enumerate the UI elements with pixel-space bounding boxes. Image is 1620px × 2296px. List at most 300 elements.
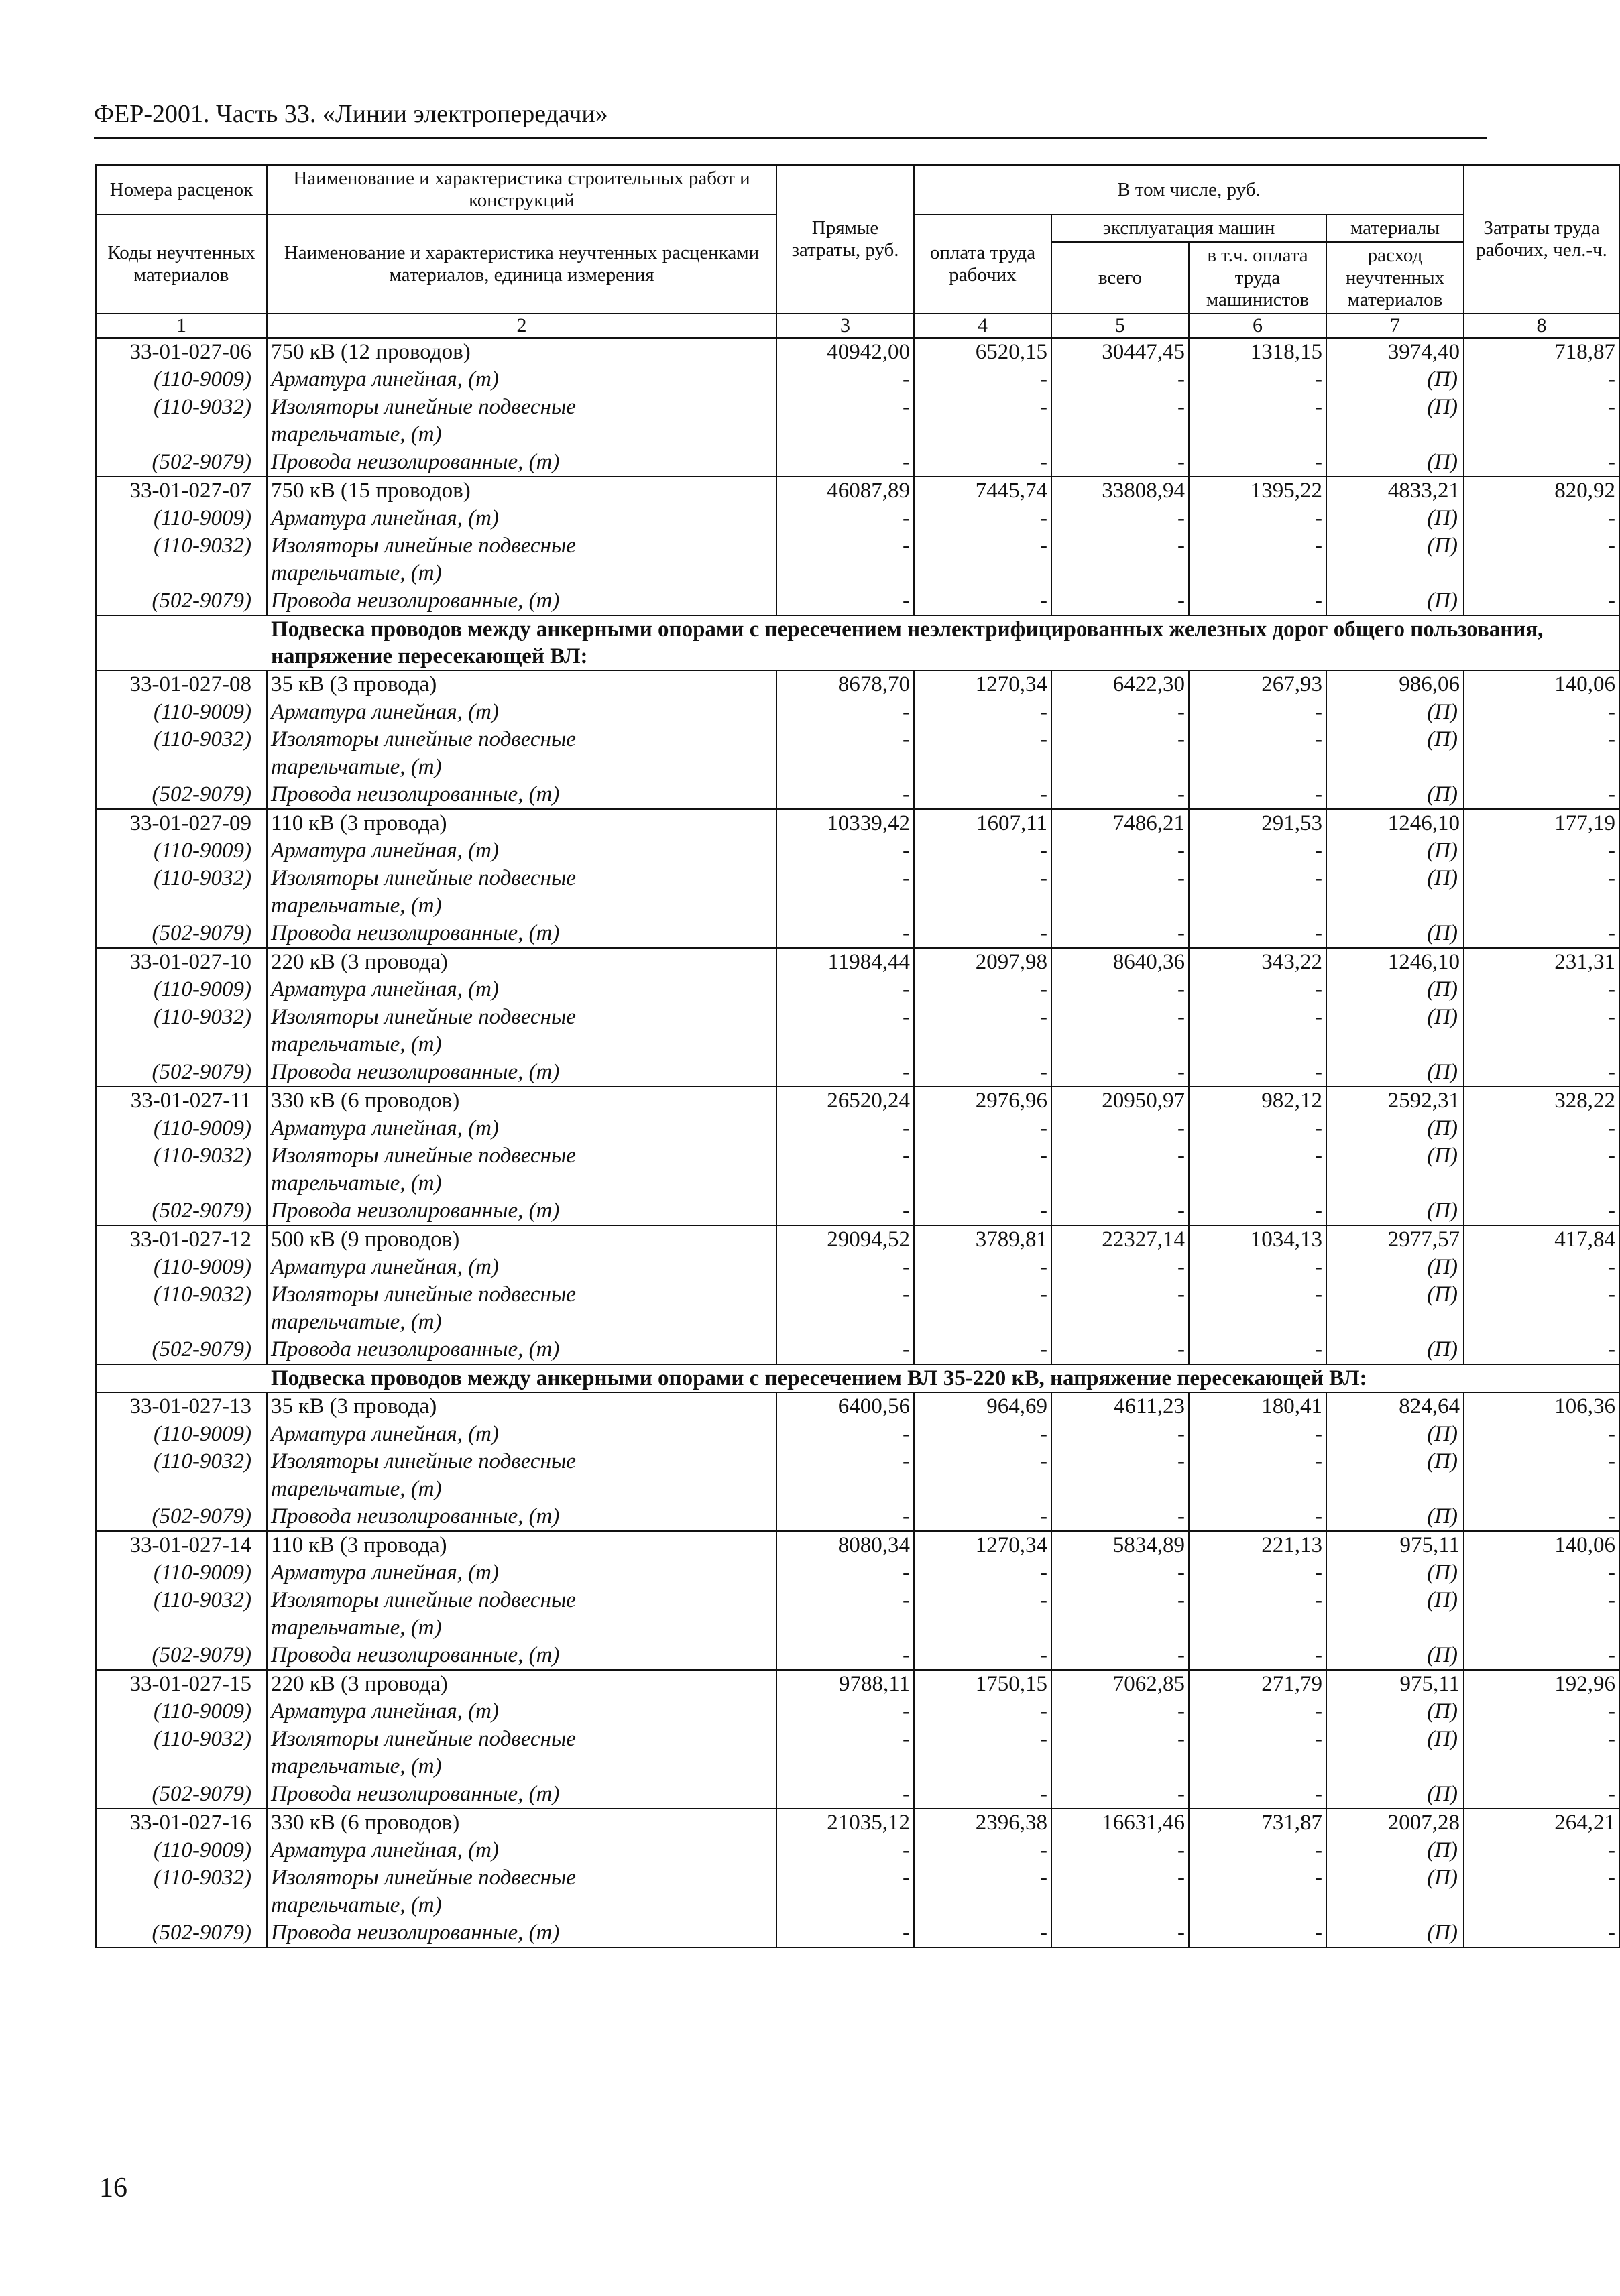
materials-cell: 975,11 (1326, 1531, 1464, 1559)
empty-cell (1189, 560, 1326, 587)
material-name: Арматура линейная, (т) (267, 699, 776, 726)
material-p-mark: (П) (1326, 1421, 1464, 1448)
empty-cell (1464, 1614, 1619, 1642)
empty-cell (1326, 753, 1464, 781)
rate-name: 110 кВ (3 провода) (267, 809, 776, 837)
empty-cell (914, 753, 1051, 781)
material-name: Изоляторы линейные подвесные (267, 394, 776, 421)
empty-cell (1051, 1614, 1189, 1642)
dash-cell: - (776, 505, 914, 532)
dash-cell: - (1189, 1059, 1326, 1087)
material-code: (110-9032) (96, 1448, 267, 1475)
dash-cell: - (1051, 1197, 1189, 1225)
empty-cell (1051, 892, 1189, 920)
dash-cell: - (1464, 1726, 1619, 1753)
material-code (96, 1753, 267, 1780)
dash-cell: - (1189, 1004, 1326, 1031)
material-name: Провода неизолированные, (т) (267, 448, 776, 477)
labor-pay-cell: 964,69 (914, 1392, 1051, 1421)
header-machines-total: всего (1051, 242, 1189, 314)
material-row (96, 1197, 1619, 1225)
material-code: (110-9032) (96, 1726, 267, 1753)
materials-cell: 975,11 (1326, 1670, 1464, 1698)
empty-cell (776, 892, 914, 920)
material-code (96, 421, 267, 448)
empty-cell (1326, 1475, 1464, 1503)
table-header (96, 165, 1619, 338)
header-including: В том числе, руб. (914, 165, 1464, 215)
dash-cell: - (1051, 1837, 1189, 1864)
col-number: 2 (267, 314, 776, 338)
material-row (96, 1448, 1619, 1475)
material-code: (502-9079) (96, 781, 267, 809)
dash-cell: - (776, 532, 914, 560)
material-code: (502-9079) (96, 1919, 267, 1947)
material-name: Провода неизолированные, (т) (267, 920, 776, 948)
material-p-mark: (П) (1326, 1281, 1464, 1309)
dash-cell: - (1051, 1698, 1189, 1726)
material-row-continued (96, 1475, 1619, 1503)
labor-hours-cell: 177,19 (1464, 809, 1619, 837)
dash-cell: - (776, 1115, 914, 1142)
material-row (96, 505, 1619, 532)
material-name: Провода неизолированные, (т) (267, 1642, 776, 1670)
dash-cell: - (1464, 699, 1619, 726)
material-name: Изоляторы линейные подвесные (267, 865, 776, 892)
dash-cell: - (1464, 448, 1619, 477)
material-name-continued: тарельчатые, (т) (267, 560, 776, 587)
dash-cell: - (1189, 394, 1326, 421)
empty-cell (1051, 560, 1189, 587)
material-row-continued (96, 753, 1619, 781)
dash-cell: - (776, 587, 914, 615)
material-row-continued (96, 1614, 1619, 1642)
material-row-continued (96, 1031, 1619, 1059)
dash-cell: - (1189, 865, 1326, 892)
rates-table (95, 164, 1620, 1948)
dash-cell: - (1051, 837, 1189, 865)
header-machines: эксплуатация машин (1051, 215, 1326, 242)
material-p-mark: (П) (1326, 1864, 1464, 1892)
materials-cell: 4833,21 (1326, 477, 1464, 505)
dash-cell: - (1051, 1642, 1189, 1670)
rate-row (96, 670, 1619, 699)
dash-cell: - (1051, 1059, 1189, 1087)
dash-cell: - (1051, 1004, 1189, 1031)
dash-cell: - (776, 1587, 914, 1614)
operators-pay-cell: 267,93 (1189, 670, 1326, 699)
dash-cell: - (914, 1142, 1051, 1170)
rate-name: 750 кВ (15 проводов) (267, 477, 776, 505)
material-code: (110-9032) (96, 532, 267, 560)
dash-cell: - (1189, 1559, 1326, 1587)
material-p-mark: (П) (1326, 781, 1464, 809)
dash-cell: - (914, 448, 1051, 477)
material-name-continued: тарельчатые, (т) (267, 1170, 776, 1197)
empty-cell (1189, 1892, 1326, 1919)
dash-cell: - (1464, 1559, 1619, 1587)
material-name: Провода неизолированные, (т) (267, 1197, 776, 1225)
material-name: Провода неизолированные, (т) (267, 587, 776, 615)
materials-cell: 1246,10 (1326, 809, 1464, 837)
material-code: (110-9009) (96, 837, 267, 865)
direct-costs-cell: 8080,34 (776, 1531, 914, 1559)
rate-name: 330 кВ (6 проводов) (267, 1809, 776, 1837)
dash-cell: - (776, 1726, 914, 1753)
dash-cell: - (1464, 1004, 1619, 1031)
dash-cell: - (1189, 920, 1326, 948)
material-p-mark: (П) (1326, 448, 1464, 477)
header-work-name: Наименование и характеристика строительных работ и конструкций (267, 165, 776, 215)
dash-cell: - (1189, 726, 1326, 753)
operators-pay-cell: 731,87 (1189, 1809, 1326, 1837)
dash-cell: - (914, 699, 1051, 726)
material-name: Изоляторы линейные подвесные (267, 1142, 776, 1170)
dash-cell: - (776, 976, 914, 1004)
empty-cell (1326, 421, 1464, 448)
material-row (96, 920, 1619, 948)
dash-cell: - (1051, 865, 1189, 892)
rate-code: 33-01-027-06 (96, 338, 267, 366)
material-row (96, 366, 1619, 394)
material-p-mark: (П) (1326, 1448, 1464, 1475)
direct-costs-cell: 29094,52 (776, 1225, 914, 1254)
material-code: (502-9079) (96, 587, 267, 615)
dash-cell: - (1189, 1837, 1326, 1864)
dash-cell: - (1464, 837, 1619, 865)
material-name: Изоляторы линейные подвесные (267, 726, 776, 753)
empty-cell (776, 421, 914, 448)
material-row (96, 532, 1619, 560)
dash-cell: - (1189, 1336, 1326, 1364)
labor-pay-cell: 2097,98 (914, 948, 1051, 976)
machines-total-cell: 30447,45 (1051, 338, 1189, 366)
material-name: Изоляторы линейные подвесные (267, 1004, 776, 1031)
material-code: (502-9079) (96, 1336, 267, 1364)
material-row (96, 1919, 1619, 1947)
material-p-mark: (П) (1326, 1698, 1464, 1726)
dash-cell: - (1464, 1059, 1619, 1087)
dash-cell: - (776, 1421, 914, 1448)
material-code: (110-9032) (96, 726, 267, 753)
material-name: Провода неизолированные, (т) (267, 1336, 776, 1364)
page-header: ФЕР-2001. Часть 33. «Линии электропередачи» (94, 100, 608, 128)
empty-cell (914, 1309, 1051, 1336)
dash-cell: - (1051, 699, 1189, 726)
rate-row (96, 1531, 1619, 1559)
dash-cell: - (1464, 366, 1619, 394)
material-p-mark: (П) (1326, 532, 1464, 560)
material-p-mark: (П) (1326, 976, 1464, 1004)
section-heading: Подвеска проводов между анкерными опорами с пересечением ВЛ 35-220 кВ, напряжение пересекающей ВЛ: (96, 1364, 1619, 1392)
empty-cell (776, 1892, 914, 1919)
dash-cell: - (1051, 1421, 1189, 1448)
empty-cell (1326, 1753, 1464, 1780)
materials-cell: 1246,10 (1326, 948, 1464, 976)
dash-cell: - (1464, 1448, 1619, 1475)
material-name: Изоляторы линейные подвесные (267, 1587, 776, 1614)
material-code: (110-9009) (96, 976, 267, 1004)
dash-cell: - (1051, 587, 1189, 615)
dash-cell: - (1464, 1115, 1619, 1142)
material-code (96, 1892, 267, 1919)
dash-cell: - (1464, 1698, 1619, 1726)
material-name: Провода неизолированные, (т) (267, 781, 776, 809)
dash-cell: - (1464, 505, 1619, 532)
material-name-continued: тарельчатые, (т) (267, 892, 776, 920)
dash-cell: - (914, 976, 1051, 1004)
dash-cell: - (914, 1115, 1051, 1142)
dash-cell: - (1051, 1864, 1189, 1892)
dash-cell: - (1189, 532, 1326, 560)
material-name: Арматура линейная, (т) (267, 976, 776, 1004)
dash-cell: - (1189, 1254, 1326, 1281)
material-name: Арматура линейная, (т) (267, 1698, 776, 1726)
dash-cell: - (776, 920, 914, 948)
dash-cell: - (914, 394, 1051, 421)
empty-cell (1464, 892, 1619, 920)
dash-cell: - (776, 1448, 914, 1475)
dash-cell: - (1189, 1919, 1326, 1947)
empty-cell (1189, 1031, 1326, 1059)
materials-cell: 2007,28 (1326, 1809, 1464, 1837)
dash-cell: - (1051, 394, 1189, 421)
material-p-mark: (П) (1326, 837, 1464, 865)
material-code: (502-9079) (96, 1197, 267, 1225)
material-row (96, 1336, 1619, 1364)
material-row (96, 1837, 1619, 1864)
dash-cell: - (1051, 1142, 1189, 1170)
rate-name: 750 кВ (12 проводов) (267, 338, 776, 366)
material-code: (110-9032) (96, 1864, 267, 1892)
labor-hours-cell: 106,36 (1464, 1392, 1619, 1421)
material-code (96, 1031, 267, 1059)
labor-hours-cell: 192,96 (1464, 1670, 1619, 1698)
empty-cell (1326, 892, 1464, 920)
empty-cell (914, 560, 1051, 587)
material-row-continued (96, 892, 1619, 920)
material-name-continued: тарельчатые, (т) (267, 421, 776, 448)
materials-cell: 2592,31 (1326, 1087, 1464, 1115)
material-code: (502-9079) (96, 1780, 267, 1809)
machines-total-cell: 16631,46 (1051, 1809, 1189, 1837)
dash-cell: - (1051, 1281, 1189, 1309)
operators-pay-cell: 1395,22 (1189, 477, 1326, 505)
material-code: (110-9009) (96, 505, 267, 532)
material-code (96, 1170, 267, 1197)
dash-cell: - (1189, 1726, 1326, 1753)
material-row (96, 587, 1619, 615)
dash-cell: - (1189, 1197, 1326, 1225)
dash-cell: - (1189, 1421, 1326, 1448)
dash-cell: - (1051, 532, 1189, 560)
dash-cell: - (776, 1864, 914, 1892)
material-p-mark: (П) (1326, 1837, 1464, 1864)
dash-cell: - (1464, 1642, 1619, 1670)
dash-cell: - (1189, 781, 1326, 809)
material-name: Арматура линейная, (т) (267, 1421, 776, 1448)
empty-cell (914, 1753, 1051, 1780)
material-row (96, 865, 1619, 892)
dash-cell: - (1051, 1448, 1189, 1475)
operators-pay-cell: 180,41 (1189, 1392, 1326, 1421)
empty-cell (1051, 1753, 1189, 1780)
dash-cell: - (776, 1698, 914, 1726)
material-name-continued: тарельчатые, (т) (267, 1309, 776, 1336)
empty-cell (1326, 1031, 1464, 1059)
dash-cell: - (914, 1004, 1051, 1031)
rate-code: 33-01-027-15 (96, 1670, 267, 1698)
material-p-mark: (П) (1326, 1254, 1464, 1281)
empty-cell (914, 1892, 1051, 1919)
labor-pay-cell: 1750,15 (914, 1670, 1051, 1698)
rate-name: 500 кВ (9 проводов) (267, 1225, 776, 1254)
material-name: Провода неизолированные, (т) (267, 1503, 776, 1531)
dash-cell: - (776, 1559, 914, 1587)
dash-cell: - (914, 726, 1051, 753)
section-heading: Подвеска проводов между анкерными опорами с пересечением неэлектрифицированных железных дорог общего пользования, напряжение пересекающей ВЛ: (96, 615, 1619, 670)
empty-cell (1189, 421, 1326, 448)
dash-cell: - (1464, 1837, 1619, 1864)
rate-code: 33-01-027-14 (96, 1531, 267, 1559)
material-row (96, 1726, 1619, 1753)
header-material-names: Наименование и характеристика неучтенных расценками материалов, единица измерения (267, 215, 776, 314)
labor-hours-cell: 328,22 (1464, 1087, 1619, 1115)
material-name: Арматура линейная, (т) (267, 1254, 776, 1281)
operators-pay-cell: 291,53 (1189, 809, 1326, 837)
dash-cell: - (776, 394, 914, 421)
dash-cell: - (914, 1559, 1051, 1587)
dash-cell: - (914, 505, 1051, 532)
dash-cell: - (1464, 1336, 1619, 1364)
dash-cell: - (1051, 1559, 1189, 1587)
rate-row (96, 1670, 1619, 1698)
col-number: 3 (776, 314, 914, 338)
rate-code: 33-01-027-13 (96, 1392, 267, 1421)
material-name: Изоляторы линейные подвесные (267, 532, 776, 560)
table-body (96, 338, 1619, 1947)
material-row-continued (96, 1892, 1619, 1919)
material-p-mark: (П) (1326, 1780, 1464, 1809)
dash-cell: - (1051, 781, 1189, 809)
dash-cell: - (776, 1503, 914, 1531)
dash-cell: - (1464, 1780, 1619, 1809)
material-p-mark: (П) (1326, 1059, 1464, 1087)
empty-cell (1326, 1170, 1464, 1197)
material-row-continued (96, 1170, 1619, 1197)
empty-cell (1464, 753, 1619, 781)
col-number: 7 (1326, 314, 1464, 338)
material-code: (502-9079) (96, 1642, 267, 1670)
labor-hours-cell: 231,31 (1464, 948, 1619, 976)
direct-costs-cell: 11984,44 (776, 948, 914, 976)
material-p-mark: (П) (1326, 1503, 1464, 1531)
materials-cell: 824,64 (1326, 1392, 1464, 1421)
operators-pay-cell: 1318,15 (1189, 338, 1326, 366)
empty-cell (1326, 560, 1464, 587)
header-labor-hours: Затраты труда рабочих, чел.-ч. (1464, 165, 1619, 314)
dash-cell: - (914, 837, 1051, 865)
dash-cell: - (1464, 1503, 1619, 1531)
direct-costs-cell: 21035,12 (776, 1809, 914, 1837)
col-number: 4 (914, 314, 1051, 338)
dash-cell: - (776, 1336, 914, 1364)
material-row (96, 1780, 1619, 1809)
col-number: 1 (96, 314, 267, 338)
machines-total-cell: 8640,36 (1051, 948, 1189, 976)
empty-cell (914, 421, 1051, 448)
empty-cell (914, 892, 1051, 920)
dash-cell: - (1464, 920, 1619, 948)
empty-cell (776, 1170, 914, 1197)
dash-cell: - (1464, 587, 1619, 615)
material-p-mark: (П) (1326, 394, 1464, 421)
dash-cell: - (776, 1281, 914, 1309)
dash-cell: - (776, 1837, 914, 1864)
labor-hours-cell: 140,06 (1464, 670, 1619, 699)
empty-cell (1464, 1170, 1619, 1197)
empty-cell (1189, 753, 1326, 781)
dash-cell: - (1051, 1919, 1189, 1947)
materials-cell: 986,06 (1326, 670, 1464, 699)
dash-cell: - (914, 865, 1051, 892)
rate-code: 33-01-027-11 (96, 1087, 267, 1115)
material-code: (110-9032) (96, 394, 267, 421)
rate-row (96, 809, 1619, 837)
material-p-mark: (П) (1326, 1197, 1464, 1225)
dash-cell: - (1464, 1587, 1619, 1614)
material-p-mark: (П) (1326, 1115, 1464, 1142)
empty-cell (1464, 1753, 1619, 1780)
empty-cell (1051, 1475, 1189, 1503)
material-row (96, 1864, 1619, 1892)
dash-cell: - (776, 366, 914, 394)
dash-cell: - (914, 1698, 1051, 1726)
material-name-continued: тарельчатые, (т) (267, 1753, 776, 1780)
section-heading-row (96, 615, 1619, 670)
material-p-mark: (П) (1326, 587, 1464, 615)
empty-cell (1189, 1170, 1326, 1197)
empty-cell (776, 753, 914, 781)
rate-row (96, 1087, 1619, 1115)
dash-cell: - (776, 1780, 914, 1809)
empty-cell (1464, 1475, 1619, 1503)
material-row (96, 1254, 1619, 1281)
dash-cell: - (914, 1780, 1051, 1809)
material-code (96, 1614, 267, 1642)
dash-cell: - (914, 366, 1051, 394)
material-code (96, 560, 267, 587)
dash-cell: - (1464, 1254, 1619, 1281)
material-code: (502-9079) (96, 448, 267, 477)
column-numbers-row (96, 314, 1619, 338)
dash-cell: - (914, 1281, 1051, 1309)
material-row (96, 448, 1619, 477)
material-name-continued: тарельчатые, (т) (267, 753, 776, 781)
rate-code: 33-01-027-10 (96, 948, 267, 976)
empty-cell (1051, 1170, 1189, 1197)
dash-cell: - (1189, 505, 1326, 532)
material-code: (110-9032) (96, 1142, 267, 1170)
direct-costs-cell: 26520,24 (776, 1087, 914, 1115)
material-name: Изоляторы линейные подвесные (267, 1281, 776, 1309)
dash-cell: - (1189, 1864, 1326, 1892)
labor-hours-cell: 718,87 (1464, 338, 1619, 366)
dash-cell: - (1051, 1254, 1189, 1281)
dash-cell: - (914, 1421, 1051, 1448)
empty-cell (1326, 1309, 1464, 1336)
dash-cell: - (914, 1864, 1051, 1892)
